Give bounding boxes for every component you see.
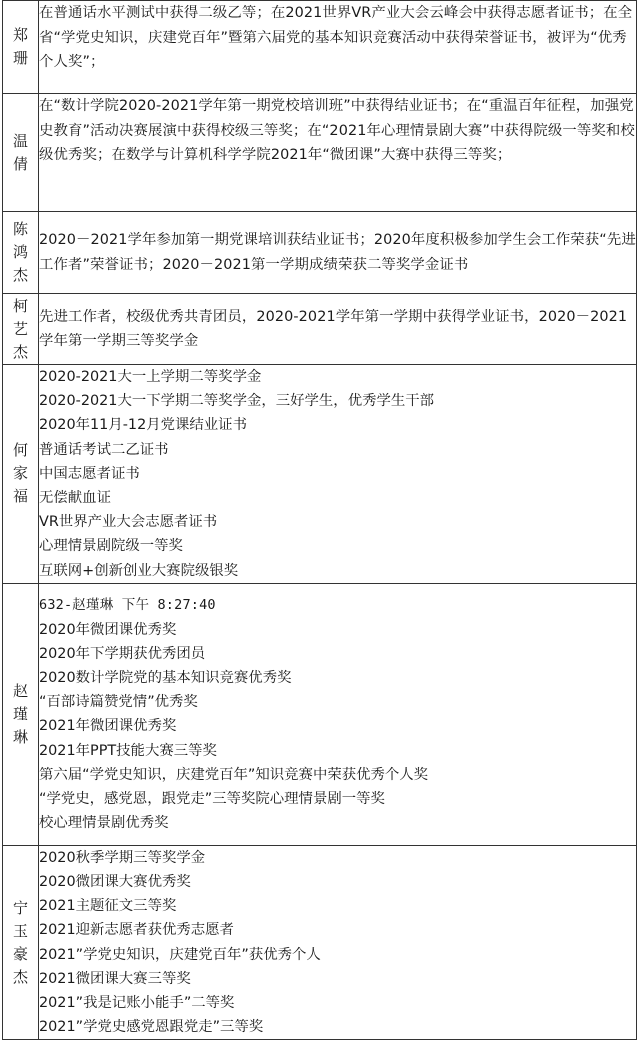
awards-text: 先进工作者，校级优秀共青团员，2020-2021学年第一学期中获得学业证书，2020－2021学年第一学期三等奖学金	[39, 308, 628, 349]
table-row	[3, 94, 637, 212]
award-line: 第六届“学党史知识，庆建党百年”知识竞赛中荣获优秀个人奖	[39, 766, 429, 783]
table-row	[3, 583, 637, 845]
name-cell	[3, 845, 39, 1040]
award-line: 2020-2021大一上学期二等奖学金	[39, 369, 262, 385]
award-line: 2020数计学院党的基本知识竞赛优秀奖	[39, 669, 292, 686]
name-cell	[3, 1, 39, 94]
table-row	[3, 294, 637, 365]
award-line: 心理情景剧院级一等奖	[39, 538, 183, 555]
name-cell	[3, 212, 39, 294]
awards-cell	[39, 583, 637, 845]
award-line: 互联网+创新创业大赛院级银奖	[39, 562, 239, 579]
award-line: “百部诗篇赞党情”优秀奖	[39, 694, 198, 711]
awards-text: 在普通话水平测试中获得二级乙等；在2021世界VR产业大会云峰会中获得志愿者证书；在全省“学党史知识，庆建党百年”暨第六届党的基本知识竞赛活动中获得荣誉证书，被评为“优秀个人奖”；	[39, 5, 633, 70]
table-row	[3, 212, 637, 294]
student-name: 宁玉豪杰	[12, 898, 28, 986]
award-line: 2021微团课大赛三等奖	[39, 970, 191, 987]
award-line: 2020年11月-12月党课结业证书	[39, 417, 247, 434]
award-line: “学党史，感党恩，跟党走”三等奖院心理情景剧一等奖	[39, 790, 385, 807]
award-line: 2021迎新志愿者获优秀志愿者	[39, 922, 234, 939]
awards-text: 2020－2021学年参加第一期党课培训获结业证书；2020年度积极参加学生会工作荣获“先进工作者”荣誉证书；2020－2021第一学期成绩荣获二等奖学金证书	[39, 232, 636, 273]
student-name: 郑珊	[12, 26, 28, 67]
award-line: 2020年下学期获优秀团员	[39, 645, 206, 662]
awards-text: 在“数计学院2020-2021学年第一期党校培训班”中获得结业证书；在“重温百年征程，加强党史教育”活动决赛展演中获得校级三等奖；在“2021年心理情景剧大赛”中获得院级一等奖和校级优秀奖；在数学与计算机科学学院2021年“微团课”大赛中获得三等奖；	[39, 98, 635, 163]
name-cell	[3, 294, 39, 365]
award-line: 2021年PPT技能大赛三等奖	[39, 742, 217, 759]
award-line: 普通话考试二乙证书	[39, 441, 169, 458]
table-row	[3, 1, 637, 94]
awards-cell	[39, 294, 637, 365]
table-row	[3, 845, 637, 1040]
student-name: 温倩	[12, 131, 28, 173]
award-line: VR世界产业大会志愿者证书	[39, 514, 218, 531]
award-line: 2021”学党史感党恩跟党走”三等奖	[39, 1019, 264, 1036]
message-header-line: 632-赵瑾琳 下午 8:27:40	[39, 597, 216, 614]
student-name: 赵瑾琳	[12, 681, 28, 746]
student-name: 何家福	[12, 441, 28, 506]
award-line: 无偿献血证	[39, 490, 111, 507]
award-line: 2021”学党史知识，庆建党百年”获优秀个人	[39, 946, 321, 963]
award-line: 中国志愿者证书	[39, 465, 140, 482]
awards-cell	[39, 212, 637, 294]
name-cell	[3, 583, 39, 845]
award-line: 校心理情景剧优秀奖	[39, 815, 169, 832]
award-line: 2021主题征文三等奖	[39, 898, 177, 915]
award-line: 2021年微团课优秀奖	[39, 718, 177, 735]
awards-cell	[39, 94, 637, 212]
awards-cell	[39, 845, 637, 1040]
award-line: 2020年微团课优秀奖	[39, 621, 177, 638]
awards-cell	[39, 1, 637, 94]
awards-cell	[39, 365, 637, 584]
award-line: 2021”我是记账小能手”二等奖	[39, 995, 235, 1012]
student-name: 柯艺杰	[12, 296, 28, 361]
name-cell	[3, 365, 39, 584]
award-line: 2020微团课大赛优秀奖	[39, 874, 191, 891]
table-row	[3, 365, 637, 584]
award-line: 2020-2021大一下学期二等奖学金，三好学生，优秀学生干部	[39, 393, 435, 410]
awards-table	[2, 0, 637, 1040]
name-cell	[3, 94, 39, 212]
student-name: 陈鸿杰	[12, 220, 28, 284]
award-line: 2020秋季学期三等奖学金	[39, 849, 206, 866]
